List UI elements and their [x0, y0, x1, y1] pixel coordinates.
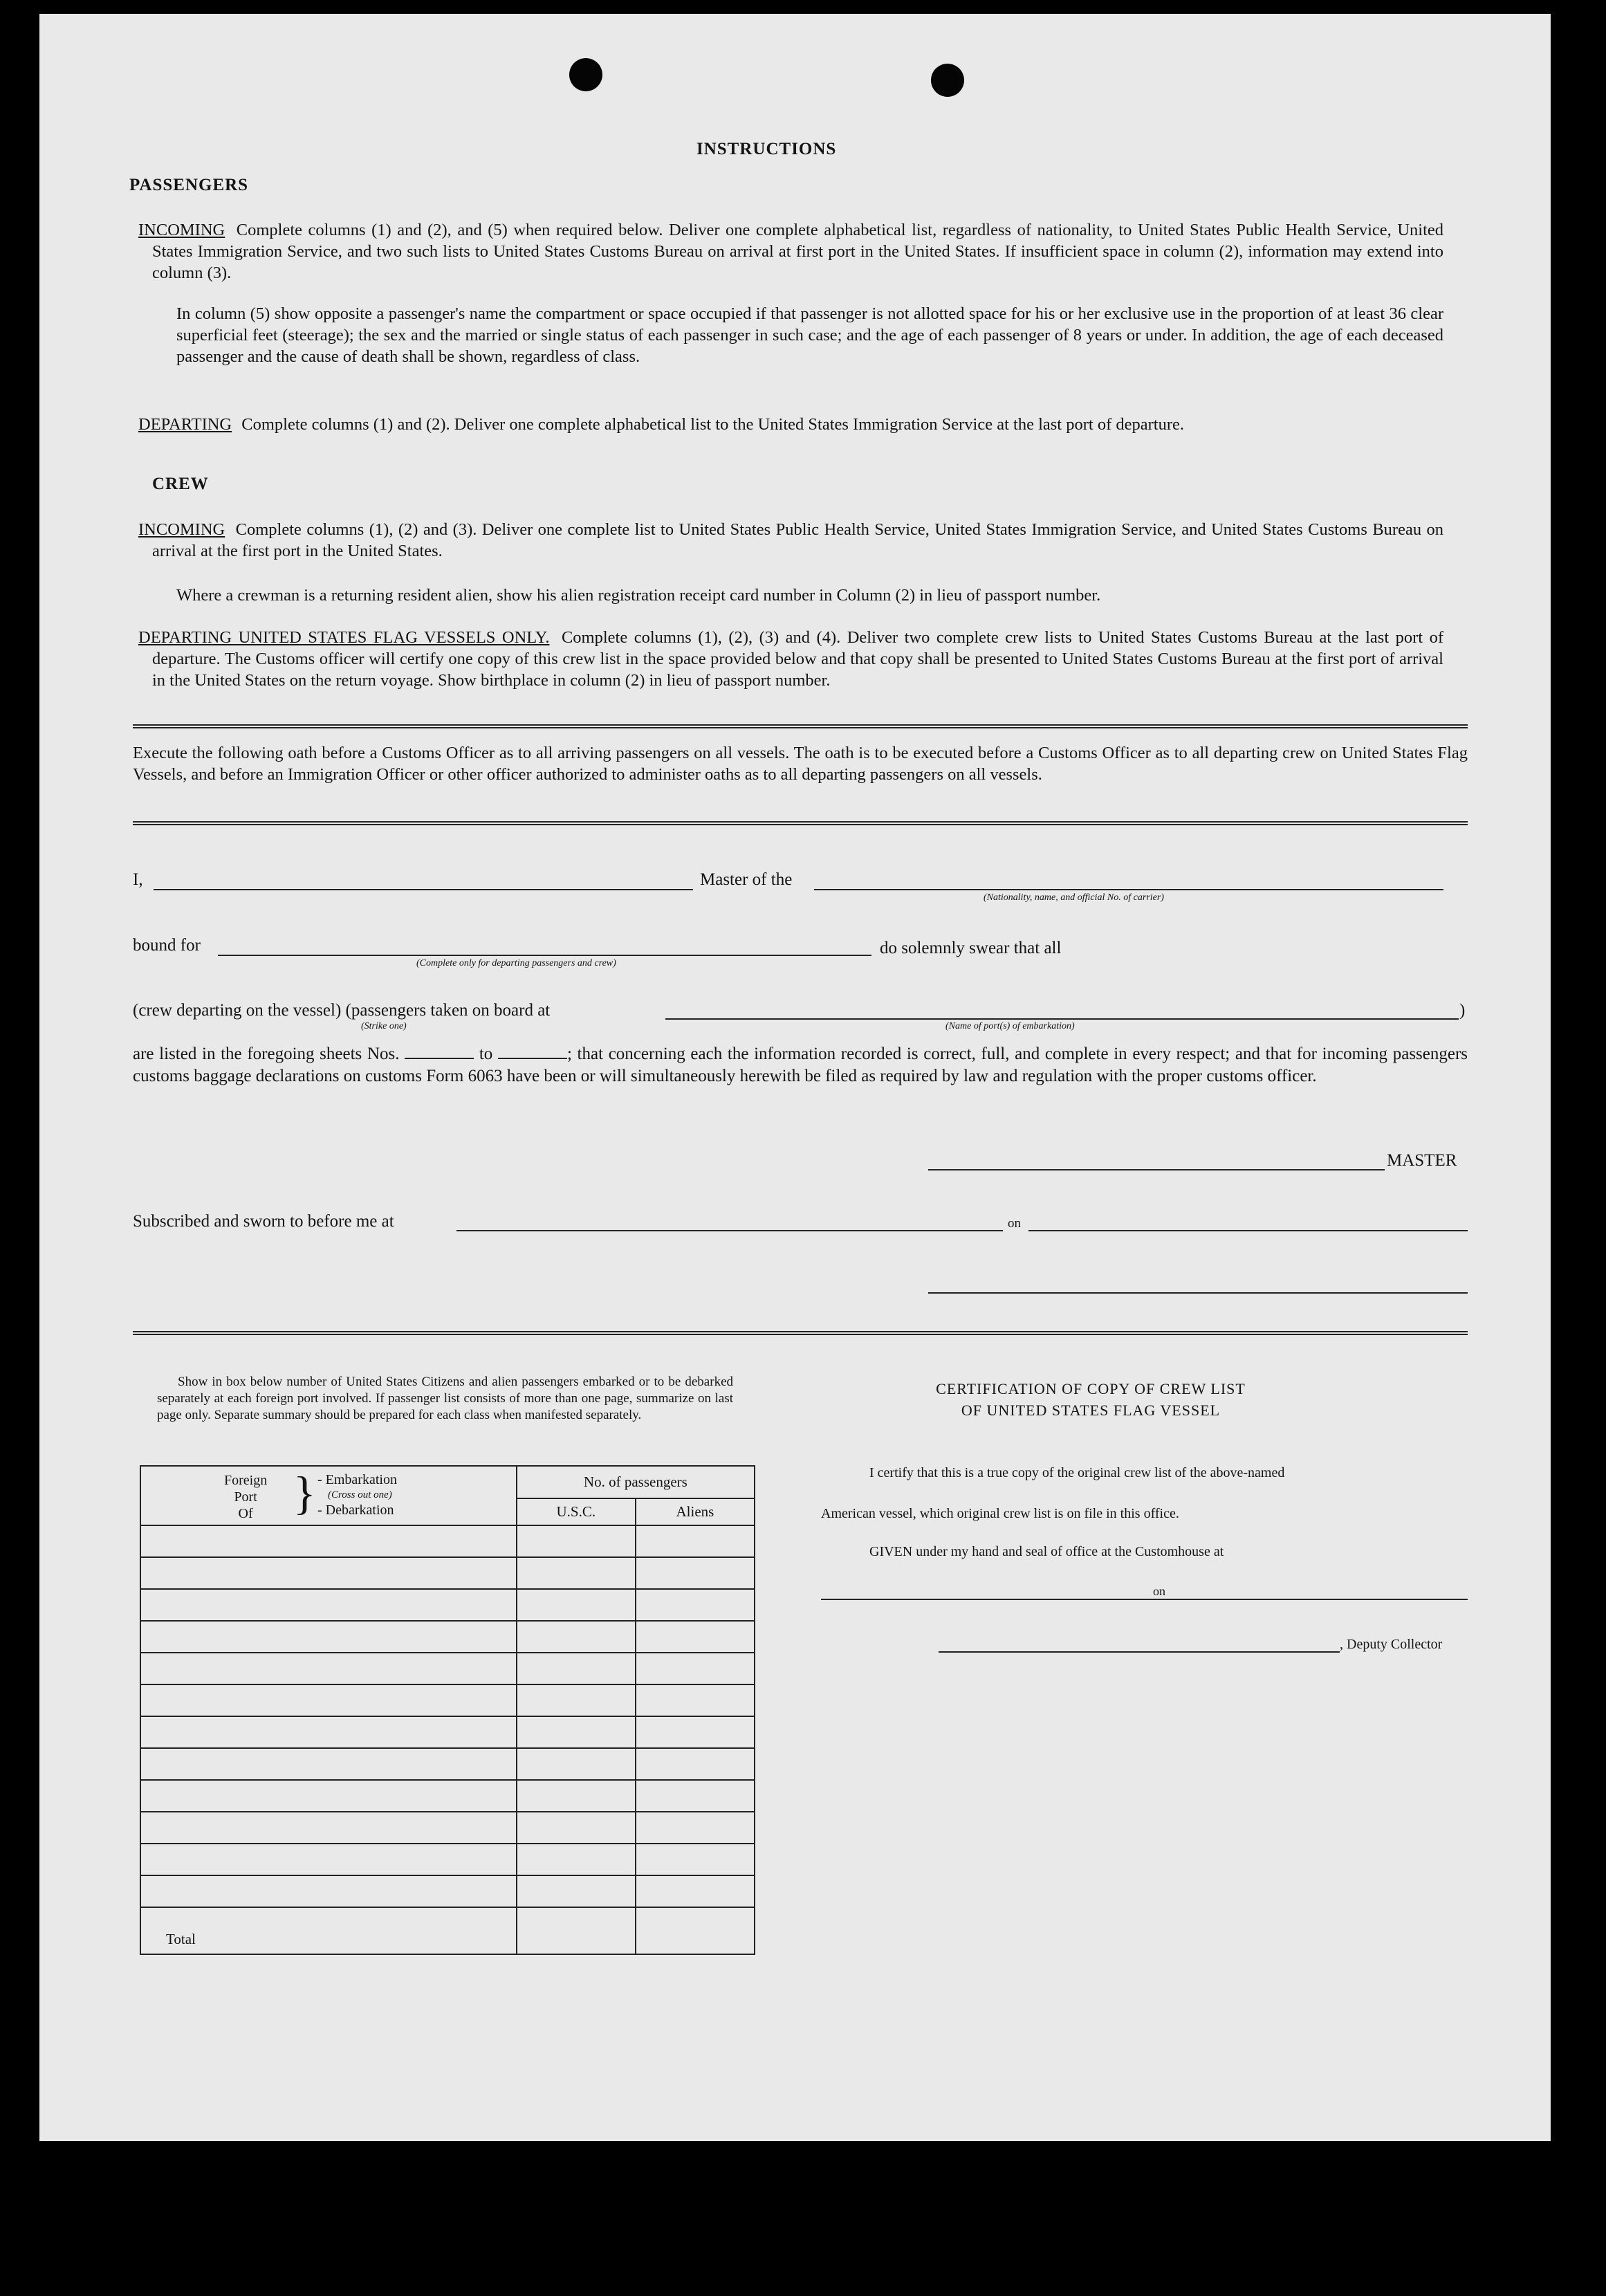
table-row [140, 1525, 755, 1557]
certification-date-line[interactable] [1174, 1599, 1468, 1600]
usc-header: U.S.C. [517, 1498, 636, 1525]
crew-heading: CREW [152, 475, 209, 493]
carrier-caption: (Nationality, name, and official No. of carrier) [984, 892, 1164, 903]
oath-i-label: I, [133, 870, 143, 889]
cross-out-label: (Cross out one) [328, 1489, 392, 1500]
table-row [140, 1716, 755, 1748]
subscribed-on-label: on [1008, 1216, 1021, 1231]
certify-line-1: I certify that this is a true copy of the original crew list of the above-named [869, 1465, 1285, 1480]
table-row [140, 1748, 755, 1780]
certification-title-line-1: CERTIFICATION OF COPY OF CREW LIST [936, 1380, 1246, 1397]
subscribed-label: Subscribed and sworn to before me at [133, 1212, 394, 1231]
foreign-label: Foreign [224, 1473, 268, 1488]
instructions-title: INSTRUCTIONS [696, 140, 837, 158]
table-row [140, 1780, 755, 1812]
master-label: MASTER [1387, 1151, 1457, 1170]
crew-departing-paragraph [138, 627, 1443, 691]
passengers-incoming-text: Complete columns (1) and (2), and (5) when required below. Deliver one complete alphabetical list, regardless of nationality, to United States Public Health Service, United States Immigration Service, and two such lists to United States Customs Bureau on arrival at first port in the United States. If insufficient space in column (2), information may extend into column (3). [152, 221, 1443, 282]
master-name-line[interactable] [154, 889, 693, 890]
passengers-departing-paragraph [138, 414, 1443, 435]
table-row [140, 1621, 755, 1653]
crew-departing-heading: DEPARTING UNITED STATES FLAG VESSELS ONLY. [138, 628, 550, 647]
passengers-heading: PASSENGERS [129, 176, 249, 194]
table-row [140, 1812, 755, 1844]
crew-incoming-text: Complete columns (1), (2) and (3). Deliver one complete list to United States Public Health Service, United States Immigration Service, and United States Customs Bureau on arrival at the first port in the United States. [152, 520, 1443, 560]
subscribed-date-line[interactable] [1028, 1230, 1468, 1231]
deputy-collector-label: , Deputy Collector [1340, 1637, 1443, 1652]
certification-title-line-2: OF UNITED STATES FLAG VESSEL [961, 1402, 1221, 1419]
crew-incoming-heading: INCOMING [138, 520, 225, 539]
strike-one-caption: (Strike one) [361, 1021, 407, 1031]
table-row [140, 1653, 755, 1684]
deputy-collector-line[interactable] [939, 1651, 1340, 1653]
column-5-paragraph: In column (5) show opposite a passenger's name the compartment or space occupied if that passenger is not allotted space for his or her exclusive use in the proportion of at least 36 clear superficial feet (steerage); the sex and the married or single status of each passenger in such case; and the age of each passenger of 8 years or under. In addition, the age of each deceased passenger and the cause of death shall be shown, regardless of class. [176, 304, 1443, 366]
divider-3 [133, 1331, 1468, 1335]
table-row [140, 1875, 755, 1907]
passengers-incoming-paragraph [138, 219, 1443, 284]
close-paren: ) [1459, 1001, 1466, 1020]
of-label: Of [238, 1506, 253, 1521]
sheets-paragraph [133, 1043, 1468, 1087]
passengers-incoming-heading: INCOMING [138, 221, 225, 239]
debarkation-label: - Debarkation [317, 1503, 394, 1518]
table-row [140, 1557, 755, 1589]
embarkation-label: - Embarkation [317, 1472, 397, 1487]
port-label: Port [234, 1489, 257, 1505]
divider-1 [133, 724, 1468, 728]
table-row [140, 1844, 755, 1875]
punch-hole-left [569, 58, 602, 91]
bound-for-label: bound for [133, 936, 201, 955]
sheets-text-a: are listed in the foregoing sheets Nos. [133, 1045, 400, 1063]
bound-for-caption: (Complete only for departing passengers and crew) [416, 958, 616, 968]
form-page [39, 14, 1551, 2141]
crew-departing-text: Complete columns (1), (2), (3) and (4). Deliver two complete crew lists to United States Customs Bureau at the last port of departure. The Customs officer will certify one copy of this crew list in the space provided below and that copy shall be presented to United States Customs Bureau at the first port of arrival in the United States on the return voyage. Show birthplace in column (2) in lieu of passport number. [152, 628, 1443, 690]
table-row [140, 1589, 755, 1621]
punch-hole-right [931, 64, 964, 97]
oath-instructions: Execute the following oath before a Customs Officer as to all arriving passengers on all vessels. The oath is to be executed before a Customs Officer as to all departing crew on United States Flag Vessels, and before an Immigration Officer or other officer authorized to administer oaths as to all departing passengers on all vessels. [133, 744, 1468, 784]
certification-on-label: on [1153, 1584, 1165, 1598]
certify-line-2: American vessel, which original crew list is on file in this office. [821, 1506, 1179, 1521]
master-of-the-label: Master of the [700, 870, 793, 889]
sheets-text-b: ; that concerning each the information recorded is correct, full, and complete in every respect; and that for incoming passengers customs baggage declarations on customs Form 6063 have been or will simultaneously herewith be filed as required by law and regulation with the proper customs officer. [133, 1045, 1468, 1085]
passengers-departing-heading: DEPARTING [138, 415, 232, 434]
passenger-summary-table [140, 1465, 755, 1955]
bound-for-line[interactable] [218, 955, 871, 956]
foreign-port-header [140, 1466, 517, 1525]
table-row [140, 1684, 755, 1716]
crew-departing-label: (crew departing on the vessel) (passengers taken on board at [133, 1001, 551, 1020]
total-label: Total [140, 1907, 517, 1954]
ports-line[interactable] [665, 1018, 1459, 1020]
sheet-from-line[interactable] [405, 1045, 474, 1059]
passengers-departing-text: Complete columns (1) and (2). Deliver one complete alphabetical list to the United States Immigration Service at the last port of departure. [241, 415, 1184, 434]
aliens-header: Aliens [636, 1498, 755, 1525]
sheet-to-line[interactable] [498, 1045, 567, 1059]
total-row [140, 1907, 755, 1954]
customhouse-line[interactable] [821, 1599, 1191, 1600]
subscribed-place-line[interactable] [456, 1230, 1003, 1231]
divider-2 [133, 821, 1468, 825]
given-line: GIVEN under my hand and seal of office at the Customhouse at [869, 1544, 1224, 1559]
crew-alien-paragraph: Where a crewman is a returning resident alien, show his alien registration receipt card number in Column (2) in lieu of passport number. [176, 586, 1101, 605]
crew-incoming-paragraph [138, 519, 1443, 562]
no-passengers-header: No. of passengers [517, 1466, 755, 1498]
sheets-to-label: to [479, 1045, 493, 1063]
ports-caption: (Name of port(s) of embarkation) [945, 1021, 1075, 1031]
carrier-line[interactable] [814, 889, 1443, 890]
certification-title [869, 1378, 1312, 1421]
officer-signature-line[interactable] [928, 1292, 1468, 1294]
master-signature-line[interactable] [928, 1169, 1385, 1170]
summary-instructions: Show in box below number of United States Citizens and alien passengers embarked or to be debarked separately at each foreign port involved. If passenger list consists of more than one page, summarize on last page only. Separate summary should be prepared for each class when manifested separately. [157, 1375, 733, 1422]
solemnly-swear-label: do solemnly swear that all [880, 939, 1062, 957]
brace-icon: } [293, 1467, 316, 1519]
